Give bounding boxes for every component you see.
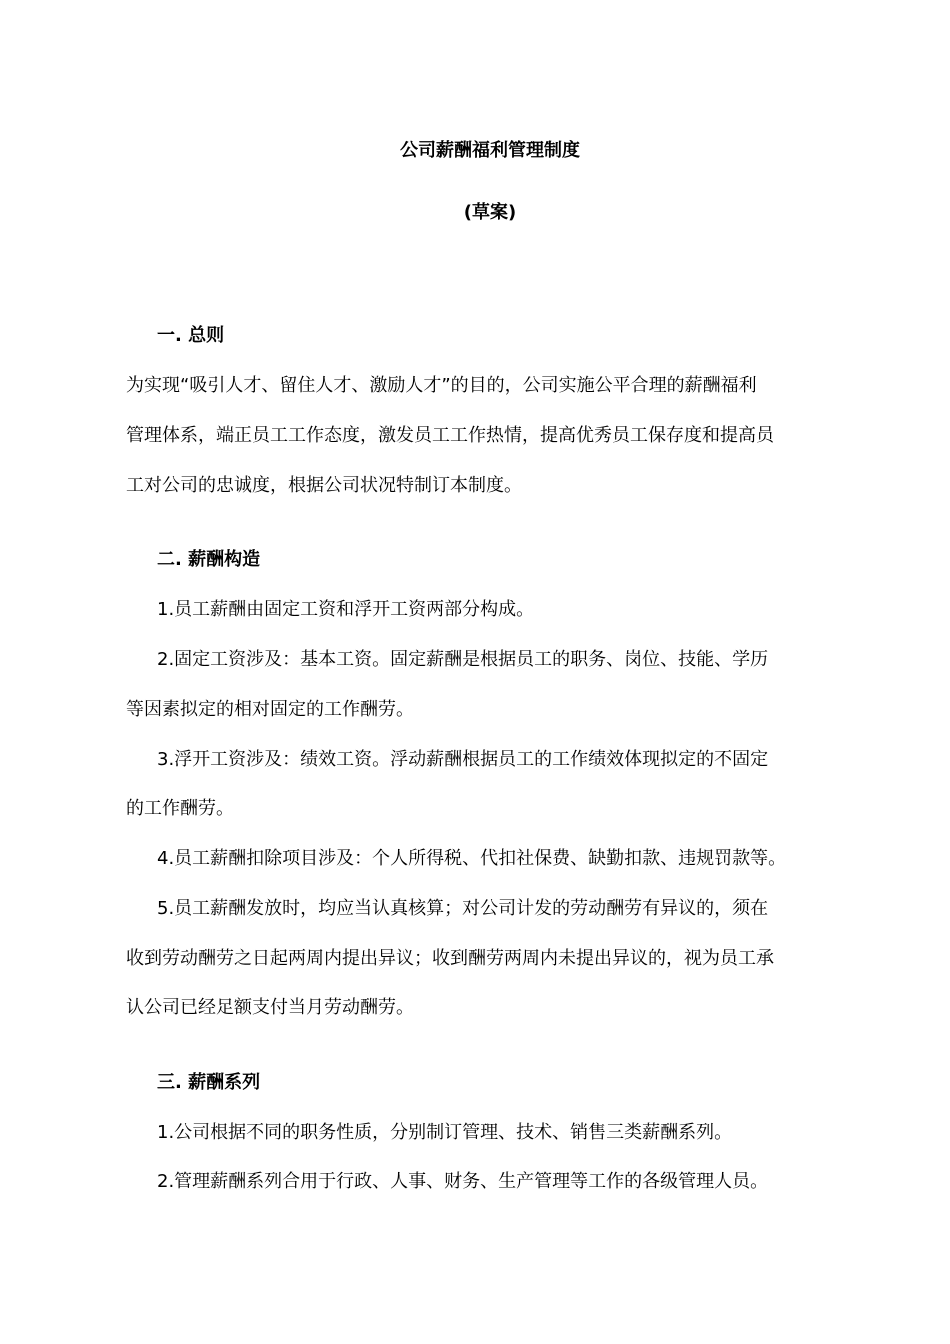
document-title: 公司薪酬福利管理制度 bbox=[400, 140, 580, 161]
paragraph-line: 管理体系，端正员工工作态度，激发员工工作热情，提高优秀员工保存度和提高员 bbox=[126, 425, 774, 446]
paragraph-line: 2.管理薪酬系列合用于行政、人事、财务、生产管理等工作的各级管理人员。 bbox=[157, 1171, 769, 1192]
paragraph-line: 等因素拟定的相对固定的工作酬劳。 bbox=[126, 699, 414, 720]
paragraph-line: 为实现“吸引人才、留住人才、激励人才”的目的，公司实施公平合理的薪酬福利 bbox=[126, 375, 757, 396]
paragraph-line: 的工作酬劳。 bbox=[126, 798, 234, 819]
paragraph-line: 1.公司根据不同的职务性质，分别制订管理、技术、销售三类薪酬系列。 bbox=[157, 1122, 733, 1143]
paragraph-line: 2.固定工资涉及：基本工资。固定薪酬是根据员工的职务、岗位、技能、学历 bbox=[157, 649, 769, 670]
section-heading-salary-structure: 二. 薪酬构造 bbox=[157, 549, 261, 570]
section-heading-salary-series: 三. 薪酬系列 bbox=[157, 1072, 261, 1093]
paragraph-line: 4.员工薪酬扣除项目涉及：个人所得税、代扣社保费、缺勤扣款、违规罚款等。 bbox=[157, 848, 787, 869]
paragraph-line: 5.员工薪酬发放时，均应当认真核算；对公司计发的劳动酬劳有异议的，须在 bbox=[157, 898, 769, 919]
paragraph-line: 3.浮开工资涉及：绩效工资。浮动薪酬根据员工的工作绩效体现拟定的不固定 bbox=[157, 749, 769, 770]
paragraph-line: 1.员工薪酬由固定工资和浮开工资两部分构成。 bbox=[157, 599, 535, 620]
paragraph-line: 认公司已经足额支付当月劳动酬劳。 bbox=[126, 997, 414, 1018]
section-heading-general: 一. 总则 bbox=[157, 325, 225, 346]
paragraph-line: 收到劳动酬劳之日起两周内提出异议；收到酬劳两周内未提出异议的，视为员工承 bbox=[126, 948, 774, 969]
paragraph-line: 工对公司的忠诚度，根据公司状况特制订本制度。 bbox=[126, 475, 522, 496]
document-subtitle: (草案) bbox=[463, 202, 517, 223]
